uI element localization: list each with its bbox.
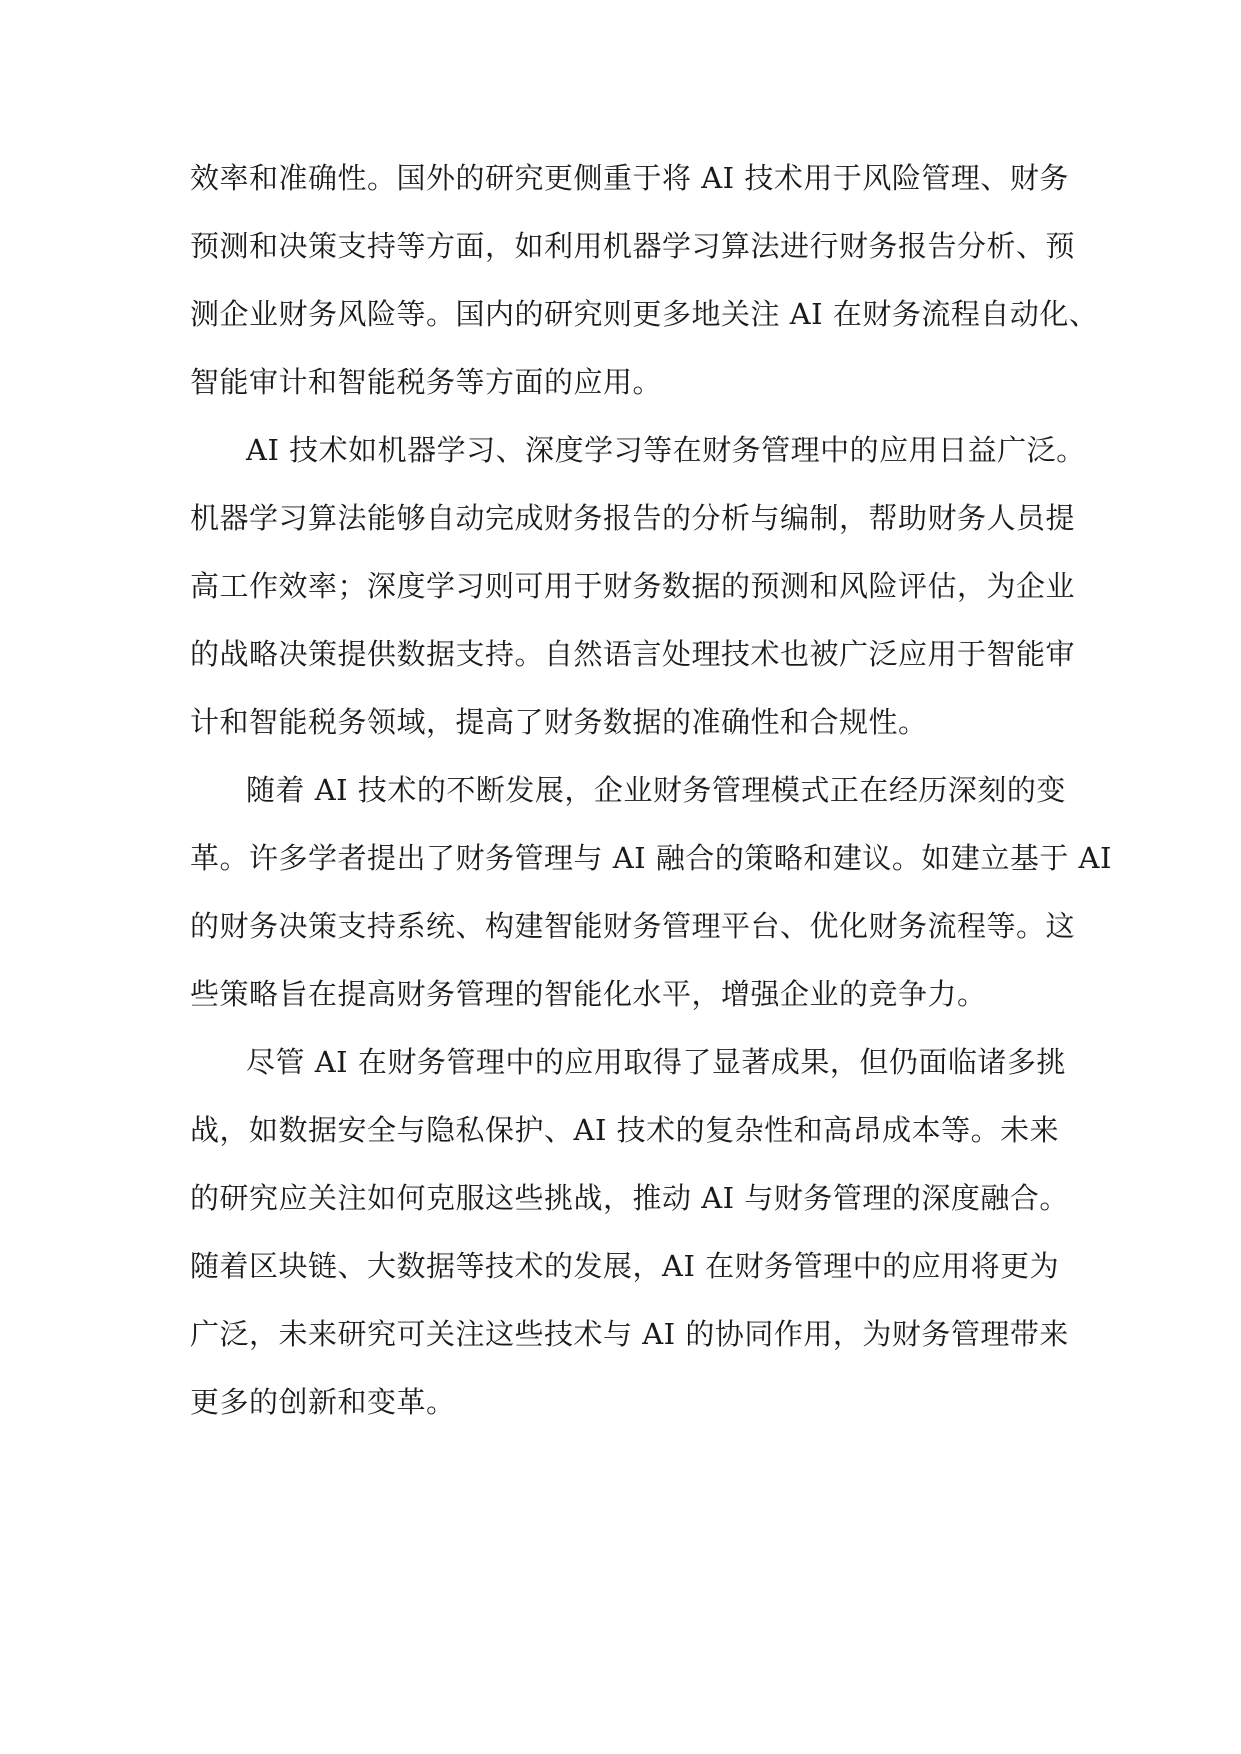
paragraph-1-line-4: 智能审计和智能税务等方面的应用。 [190,365,663,399]
paragraph-3-line-3: 的财务决策支持系统、构建智能财务管理平台、优化财务流程等。这 [190,909,1076,943]
paragraph-2-line-1: AI 技术如机器学习、深度学习等在财务管理中的应用日益广泛。 [246,433,1086,467]
paragraph-1-line-3: 测企业财务风险等。国内的研究则更多地关注 AI 在财务流程自动化、 [190,297,1099,331]
paragraph-3-line-1: 随着 AI 技术的不断发展，企业财务管理模式正在经历深刻的变 [246,773,1066,807]
paragraph-4-line-2: 战，如数据安全与隐私保护、AI 技术的复杂性和高昂成本等。未来 [190,1113,1060,1147]
paragraph-4-line-1: 尽管 AI 在财务管理中的应用取得了显著成果，但仍面临诸多挑 [246,1045,1066,1079]
paragraph-2-line-3: 高工作效率；深度学习则可用于财务数据的预测和风险评估，为企业 [190,569,1076,603]
paragraph-3-line-4: 些策略旨在提高财务管理的智能化水平，增强企业的竞争力。 [190,977,987,1011]
paragraph-4-line-6: 更多的创新和变革。 [190,1385,456,1419]
paragraph-1-line-1: 效率和准确性。国外的研究更侧重于将 AI 技术用于风险管理、财务 [190,161,1069,195]
paragraph-1-line-2: 预测和决策支持等方面，如利用机器学习算法进行财务报告分析、预 [190,229,1076,263]
paragraph-4-line-3: 的研究应关注如何克服这些挑战，推动 AI 与财务管理的深度融合。 [190,1181,1069,1215]
paragraph-4-line-4: 随着区块链、大数据等技术的发展，AI 在财务管理中的应用将更为 [190,1249,1060,1283]
paragraph-2-line-4: 的战略决策提供数据支持。自然语言处理技术也被广泛应用于智能审 [190,637,1076,671]
paragraph-4-line-5: 广泛，未来研究可关注这些技术与 AI 的协同作用，为财务管理带来 [190,1317,1069,1351]
paragraph-3-line-2: 革。许多学者提出了财务管理与 AI 融合的策略和建议。如建立基于 AI [190,841,1112,875]
paragraph-2-line-2: 机器学习算法能够自动完成财务报告的分析与编制，帮助财务人员提 [190,501,1076,535]
paragraph-2-line-5: 计和智能税务领域，提高了财务数据的准确性和合规性。 [190,705,928,739]
